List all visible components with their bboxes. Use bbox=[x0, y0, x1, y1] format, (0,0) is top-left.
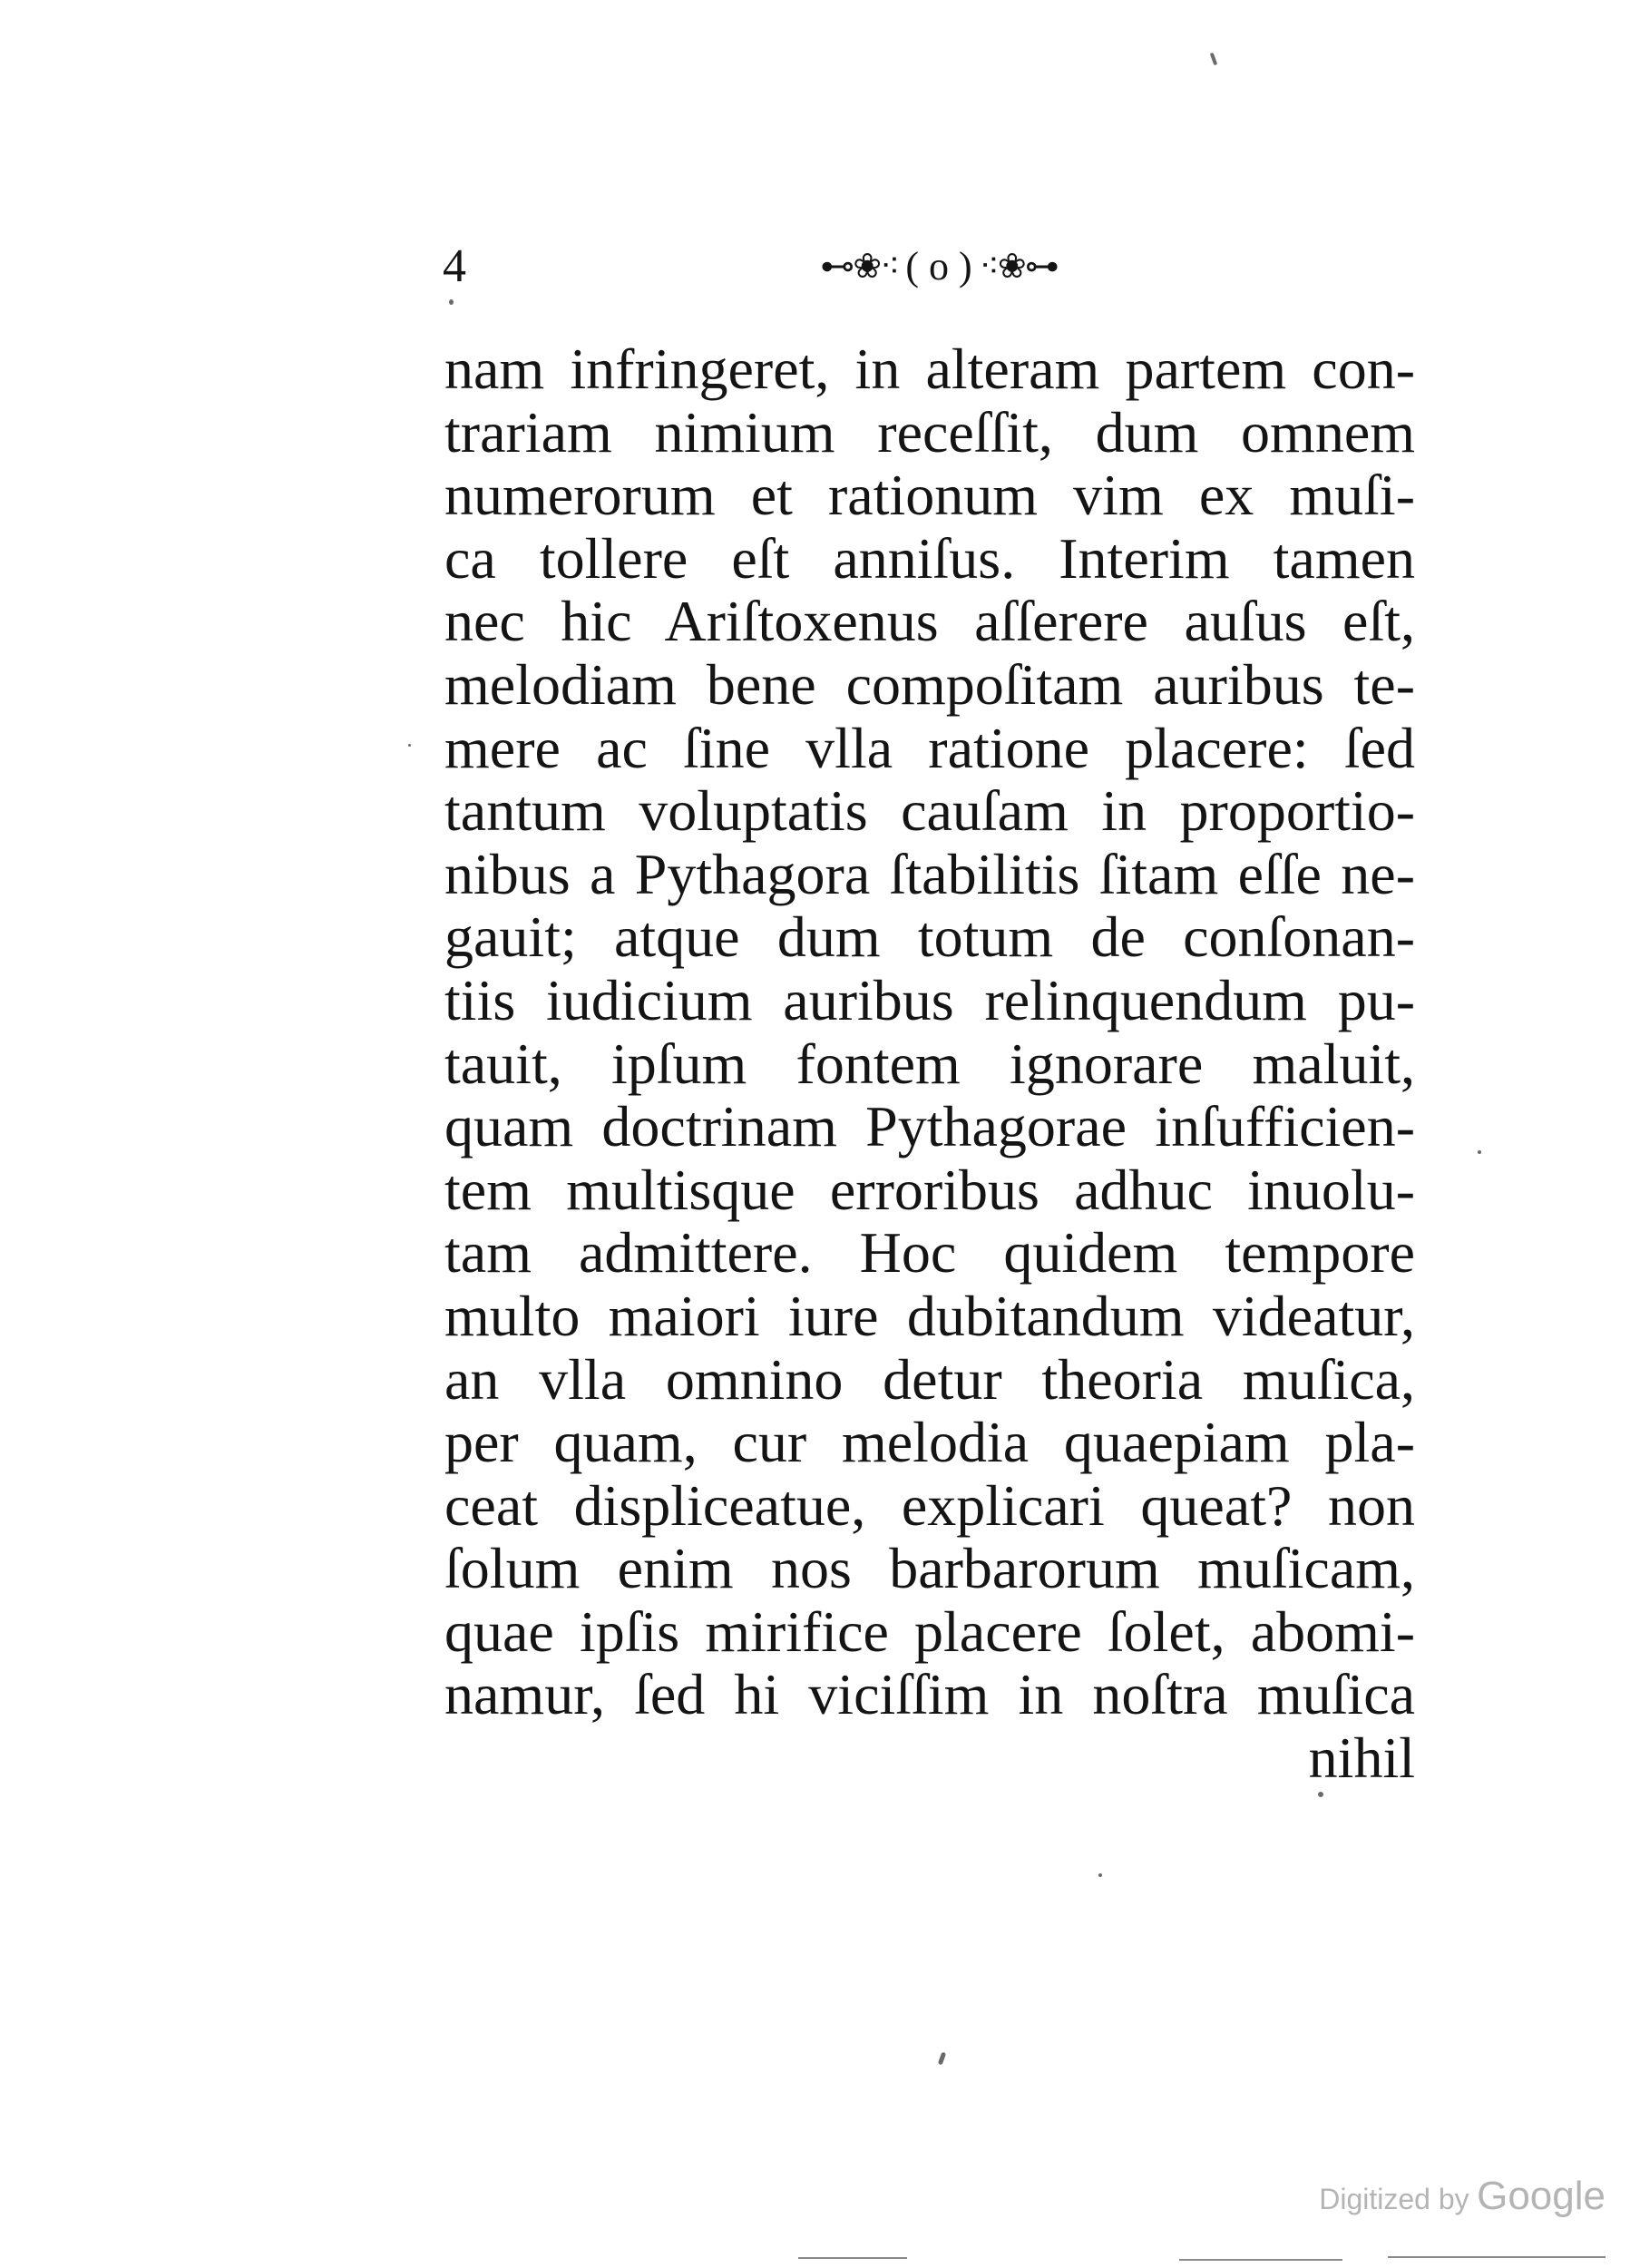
text-line: nam infringeret, in alteram partem con- bbox=[444, 337, 1415, 401]
scan-edge-mark bbox=[1388, 2256, 1606, 2258]
scan-speck bbox=[1318, 1792, 1323, 1797]
text-line: trariam nimium receſſit, dum omnem bbox=[444, 399, 1415, 464]
text-line: per quam, cur melodia quaepiam pla- bbox=[444, 1410, 1415, 1475]
text-line: tauit, ipſum fontem ignorare maluit, bbox=[444, 1031, 1415, 1096]
right-ornament-icon: ⁖❀⊶ bbox=[979, 248, 1058, 286]
scan-speck bbox=[938, 2052, 946, 2066]
running-head bbox=[789, 244, 1088, 288]
text-line: ceat displiceatue, explicari queat? non bbox=[444, 1472, 1415, 1538]
text-line: tiis iudicium auribus relinquendum pu- bbox=[444, 967, 1415, 1032]
text-line: numerorum et rationum vim ex muſi- bbox=[444, 463, 1415, 528]
watermark-prefix: Digitized by bbox=[1319, 2183, 1469, 2215]
running-head-center: ( o ) bbox=[905, 244, 972, 288]
text-line: quam doctrinam Pythagorae inſufficien- bbox=[444, 1094, 1415, 1159]
page-number: 4 bbox=[443, 240, 466, 292]
text-line: ſolum enim nos barbarorum muſicam, bbox=[444, 1536, 1415, 1601]
scan-edge-mark bbox=[798, 2257, 907, 2259]
watermark-brand: Google bbox=[1477, 2174, 1606, 2218]
text-line: tem multisque erroribus adhuc inuolu- bbox=[444, 1157, 1415, 1222]
scan-speck bbox=[1098, 1873, 1102, 1877]
text-line: nec hic Ariſtoxenus aſſerere auſus eſt, bbox=[444, 589, 1415, 654]
text-line: namur, ſed hi viciſſim in noſtra muſica bbox=[444, 1662, 1415, 1727]
scan-edge-mark bbox=[1179, 2259, 1342, 2261]
scan-speck bbox=[408, 744, 411, 747]
body-text bbox=[444, 337, 1415, 1790]
scan-speck bbox=[1478, 1150, 1481, 1154]
text-line: multo maiori iure dubitandum videatur, bbox=[444, 1283, 1415, 1348]
text-line: ca tollere eſt anniſus. Interim tamen bbox=[444, 525, 1415, 591]
digitized-watermark bbox=[1306, 2174, 1606, 2219]
scan-speck bbox=[1210, 53, 1218, 66]
left-ornament-icon: ⊷❀⁖ bbox=[820, 248, 899, 286]
text-line: an vlla omnino detur theoria muſica, bbox=[444, 1346, 1415, 1412]
text-line: gauit; atque dum totum de conſonan- bbox=[444, 904, 1415, 970]
text-line: melodiam bene compoſitam auribus te- bbox=[444, 651, 1415, 717]
scan-speck bbox=[449, 299, 454, 305]
text-line: nibus a Pythagora ſtabilitis ſitam eſſe ne- bbox=[444, 841, 1415, 906]
catchword: nihil bbox=[1308, 1725, 1415, 1791]
text-line: quae ipſis mirifice placere ſolet, abomi- bbox=[444, 1598, 1415, 1664]
text-line: tantum voluptatis cauſam in proportio- bbox=[444, 778, 1415, 844]
text-line: mere ac ſine vlla ratione placere: ſed bbox=[444, 715, 1415, 780]
text-line: tam admittere. Hoc quidem tempore bbox=[444, 1220, 1415, 1286]
